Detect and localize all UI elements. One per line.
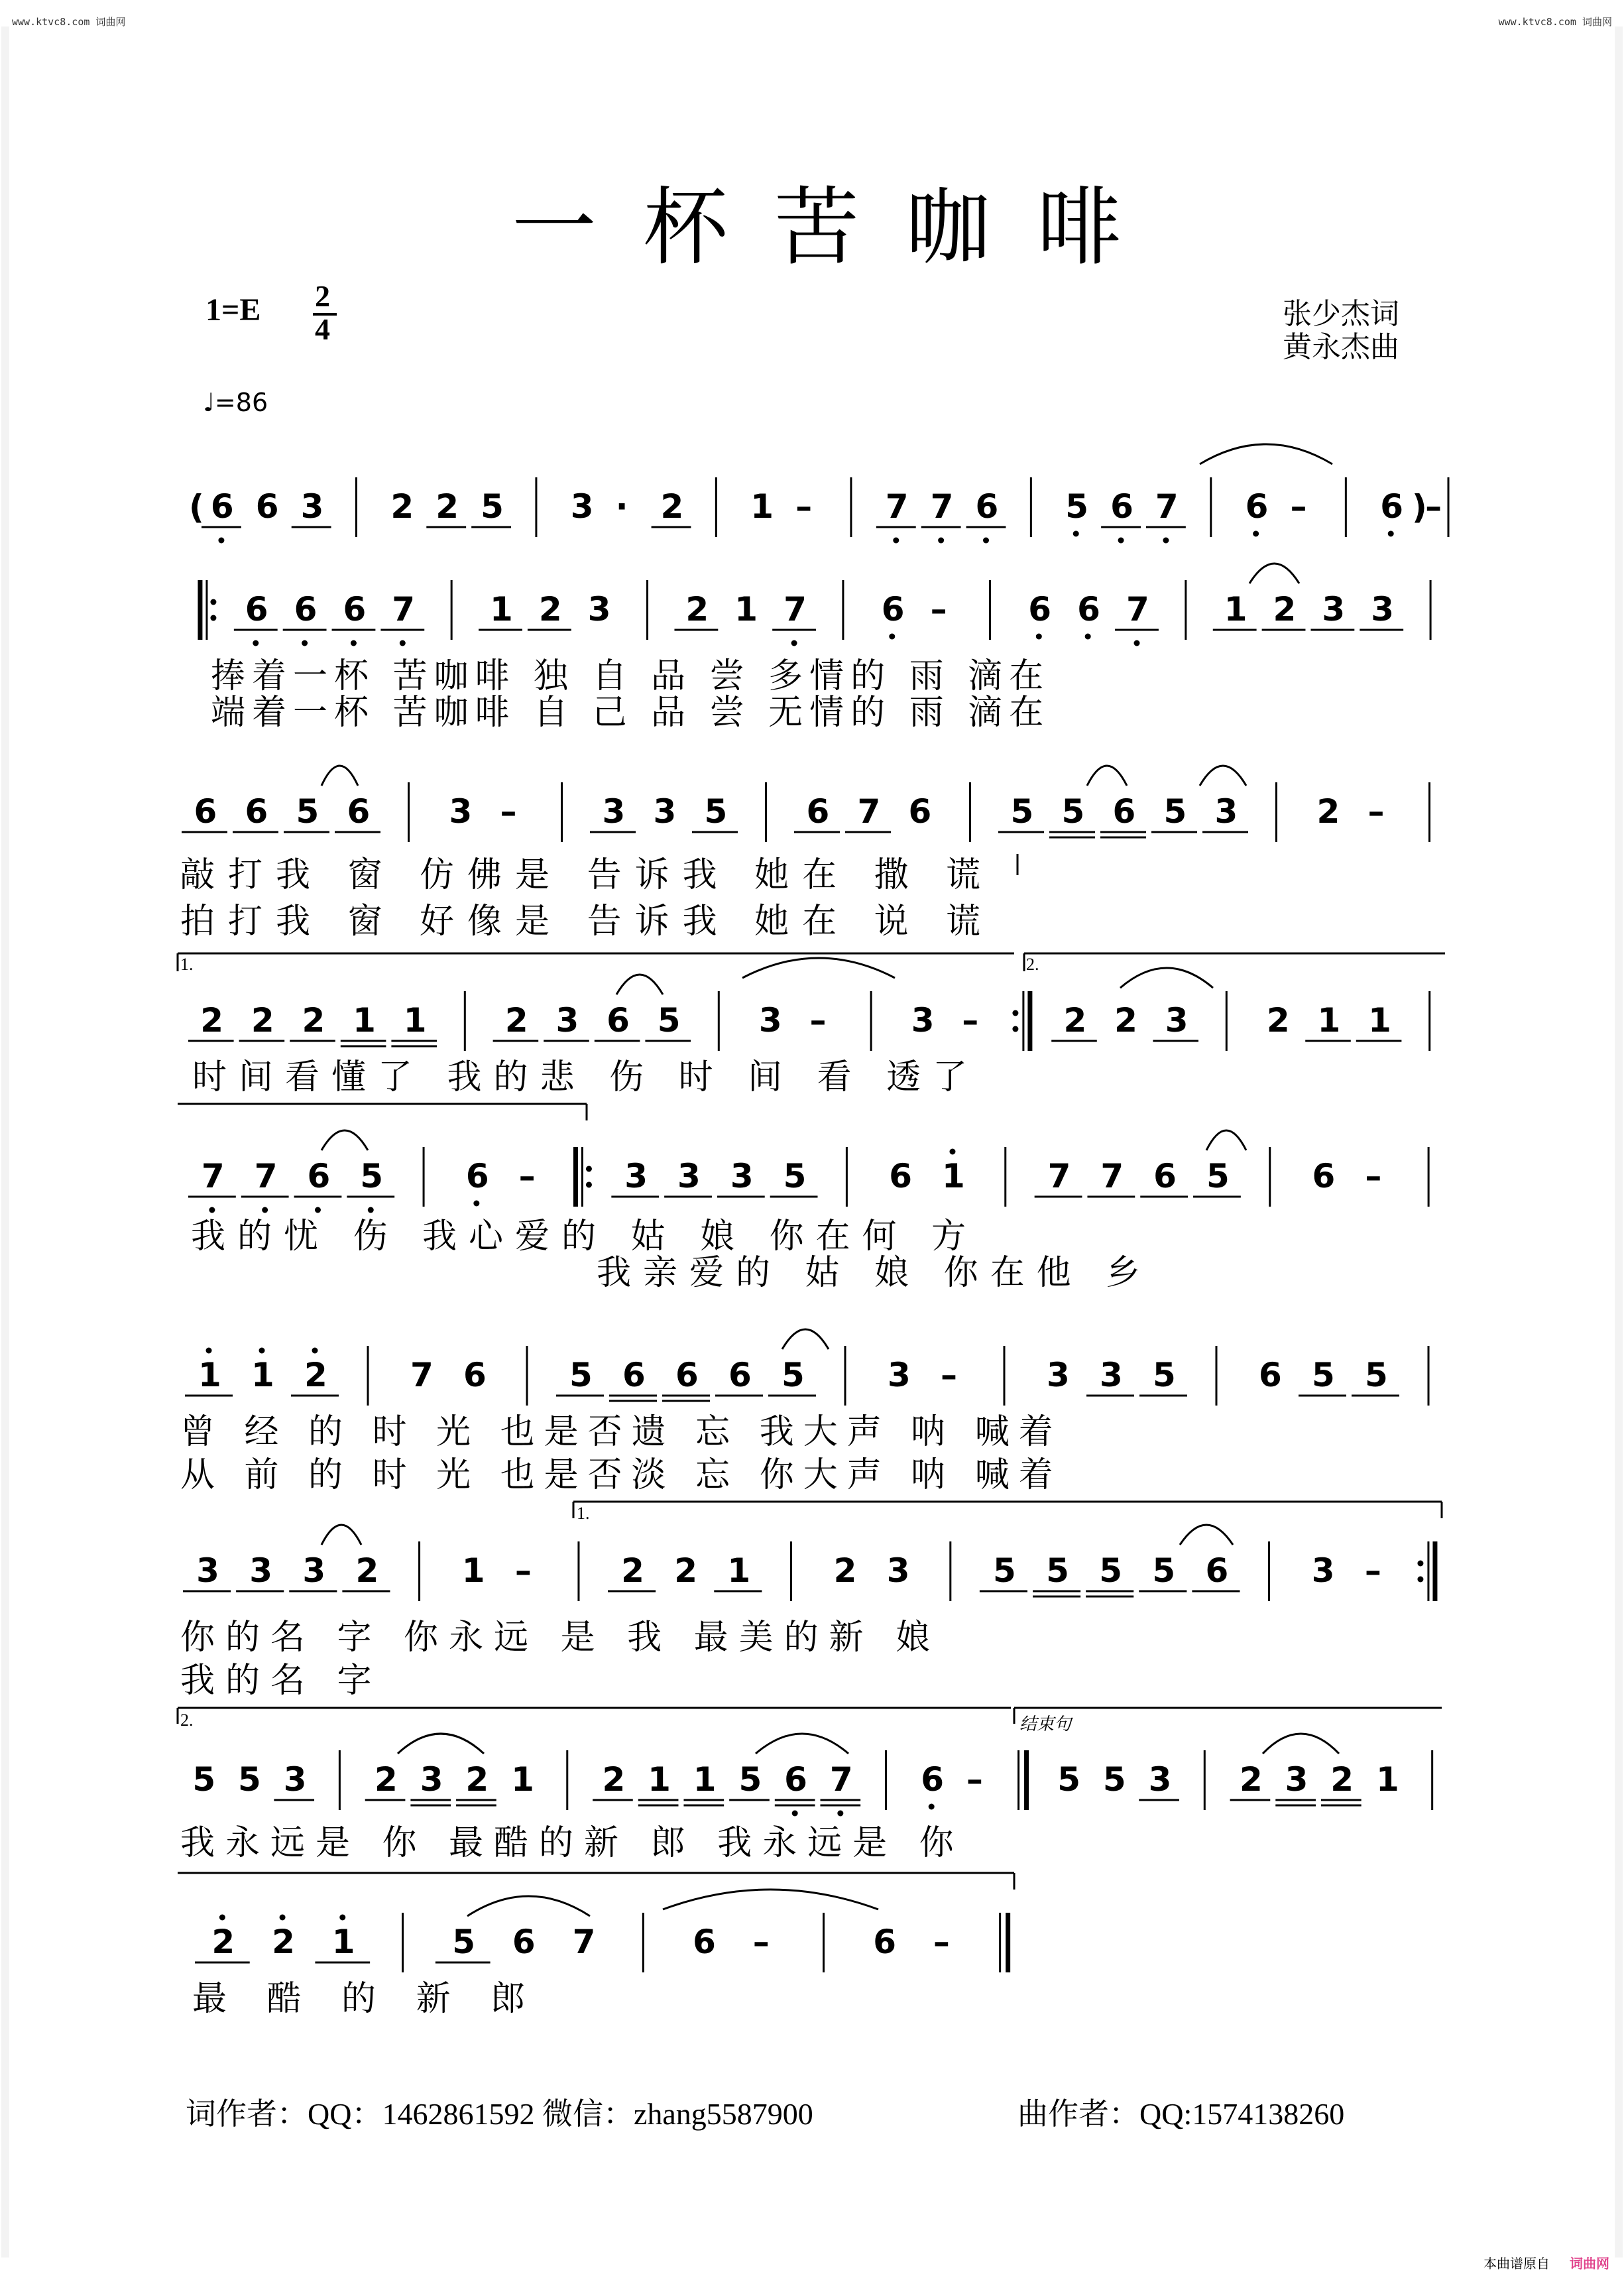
jianpu-note: 7 <box>254 1157 278 1195</box>
jianpu-note: 5 <box>296 792 319 831</box>
jianpu-note: 1 <box>490 590 513 629</box>
jianpu-note: – <box>933 1923 950 1961</box>
lyrics-row-5-verse-1: 我的忧 伤 我心爱的 姑 娘 你在何 方 <box>191 1217 978 1256</box>
lyrics-row-7-verse-1: 你的名 字 你永远 是 我 最美的新 娘 <box>180 1618 941 1657</box>
jianpu-note: 2 <box>251 1001 274 1040</box>
jianpu-note: 6 <box>607 1001 630 1040</box>
jianpu-note: 1 <box>251 1356 274 1394</box>
octave-dot <box>206 1348 212 1354</box>
jianpu-note: 5 <box>704 792 728 831</box>
octave-dot <box>209 1207 215 1213</box>
jianpu-note: 7 <box>1126 590 1149 629</box>
jianpu-note: 2 <box>304 1356 327 1394</box>
jianpu-note: 2 <box>435 487 459 526</box>
jianpu-note: – <box>1425 487 1442 526</box>
volta-2-row4: 2. <box>1026 955 1039 974</box>
jianpu-note: 1 <box>198 1356 221 1394</box>
jianpu-note: 6 <box>1245 487 1269 526</box>
volta-ending-label: 结束句 <box>1019 1714 1072 1734</box>
jianpu-note: 1 <box>1375 1760 1399 1799</box>
jianpu-note: 5 <box>481 487 504 526</box>
jianpu-note: 5 <box>1057 1760 1081 1799</box>
jianpu-note: 6 <box>1312 1157 1336 1195</box>
jianpu-note: – <box>1290 487 1307 526</box>
jianpu-note: 3 <box>1100 1356 1123 1394</box>
jianpu-note: 6 <box>307 1157 331 1195</box>
jianpu-note: 6 <box>465 1157 489 1195</box>
jianpu-note: 3 <box>758 1001 782 1040</box>
jianpu-note: 6 <box>343 590 367 629</box>
header-site-left[interactable]: www.ktvc8.com 词曲网 <box>12 16 126 28</box>
octave-dot <box>983 538 989 544</box>
jianpu-note: – <box>795 487 813 526</box>
jianpu-note: – <box>518 1157 536 1195</box>
octave-dot <box>1388 531 1394 537</box>
octave-dot <box>1012 1010 1018 1016</box>
lyrics-row-2-verse-1: 捧着一杯 苦咖啡 独 自 品 尝 多情的 雨 滴在 <box>211 656 1051 696</box>
octave-dot <box>312 1348 318 1354</box>
jianpu-note: 6 <box>347 792 371 831</box>
octave-dot <box>1118 538 1124 544</box>
jianpu-note: 6 <box>1153 1157 1177 1195</box>
octave-dot <box>280 1915 286 1921</box>
jianpu-note: 2 <box>302 1001 325 1040</box>
jianpu-note: 3 <box>602 792 626 831</box>
jianpu-note: 5 <box>569 1356 593 1394</box>
jianpu-note: 3 <box>886 1551 910 1590</box>
lyrics-row-4-verse-1: 时间看懂了 我的悲 伤 时 间 看 透了 <box>192 1057 980 1097</box>
jianpu-note: 2 <box>465 1760 489 1799</box>
jianpu-note: – <box>966 1760 983 1799</box>
jianpu-note: 1 <box>331 1923 355 1961</box>
jianpu-note: 2 <box>660 487 684 526</box>
octave-dot <box>1036 634 1042 640</box>
jianpu-note: 5 <box>1061 792 1085 831</box>
lyrics-row-3-verse-2: 拍打我 窗 好像是 告诉我 她在 说 谎 <box>180 902 994 941</box>
jianpu-note: 3 <box>624 1157 648 1195</box>
jianpu-note: 5 <box>452 1923 475 1961</box>
jianpu-note: 6 <box>908 792 932 831</box>
jianpu-note: 5 <box>1365 1356 1388 1394</box>
slur <box>1120 968 1213 988</box>
jianpu-note: 6 <box>210 487 234 526</box>
jianpu-note: 3 <box>1311 1551 1335 1590</box>
jianpu-note: 3 <box>420 1760 443 1799</box>
time-signature-top: 2 <box>315 279 330 313</box>
jianpu-note: – <box>1365 1157 1382 1195</box>
slur <box>1263 1734 1339 1754</box>
jianpu-note: 2 <box>504 1001 528 1040</box>
jianpu-note: 1 <box>648 1760 671 1799</box>
octave-dot <box>586 1166 592 1172</box>
jianpu-note: 2 <box>685 590 709 629</box>
jianpu-note: 6 <box>463 1356 487 1394</box>
octave-dot <box>351 640 357 646</box>
octave-dot <box>1073 531 1079 537</box>
jianpu-note: 1 <box>727 1551 751 1590</box>
intro-close-paren: ) <box>1412 488 1427 526</box>
slur <box>1206 1130 1246 1150</box>
jianpu-note: 6 <box>728 1356 752 1394</box>
octave-dot <box>218 538 224 544</box>
jianpu-note: 6 <box>975 487 999 526</box>
tie <box>742 958 895 978</box>
octave-dot <box>219 1915 225 1921</box>
jianpu-note: 1 <box>941 1157 965 1195</box>
jianpu-note: 3 <box>449 792 473 831</box>
octave-dot <box>949 1149 955 1155</box>
lyrics-row-8-verse-1: 我永远是 你 最酷的新 郎 我永远是 你 <box>180 1823 964 1863</box>
jianpu-note: 6 <box>1028 590 1052 629</box>
octave-dot <box>586 1182 592 1188</box>
jianpu-note: 3 <box>1371 590 1395 629</box>
jianpu-note: 3 <box>587 590 611 629</box>
jianpu-note: 1 <box>1368 1001 1391 1040</box>
jianpu-note: 6 <box>889 1157 912 1195</box>
octave-dot <box>210 599 216 605</box>
jianpu-note: 5 <box>192 1760 216 1799</box>
octave-dot <box>938 538 944 544</box>
jianpu-note: – <box>1367 792 1385 831</box>
jianpu-note: 6 <box>194 792 217 831</box>
jianpu-note: 2 <box>1273 590 1297 629</box>
lyrics-row-6-verse-1: 曾 经 的 时 光 也是否遗 忘 我大声 呐 喊着 <box>180 1412 1063 1452</box>
jianpu-note: 3 <box>1322 590 1346 629</box>
jianpu-note: – <box>752 1923 770 1961</box>
jianpu-note: 1 <box>750 487 774 526</box>
jianpu-note: – <box>514 1551 532 1590</box>
octave-dot <box>1417 1577 1423 1583</box>
jianpu-note: 2 <box>1266 1001 1290 1040</box>
slur <box>321 766 358 786</box>
octave-dot <box>1085 634 1091 640</box>
jianpu-note: 7 <box>930 487 954 526</box>
jianpu-note: 5 <box>238 1760 261 1799</box>
jianpu-note: 5 <box>1206 1157 1230 1195</box>
slur <box>1180 1525 1233 1545</box>
jianpu-note: 5 <box>1099 1551 1122 1590</box>
jianpu-note: 2 <box>211 1923 235 1961</box>
octave-dot <box>339 1915 345 1921</box>
jianpu-note: 1 <box>353 1001 376 1040</box>
slur <box>1087 766 1127 786</box>
jianpu-note: 2 <box>1330 1760 1354 1799</box>
jianpu-note: – <box>930 590 947 629</box>
volta-1-row4: 1. <box>180 955 194 974</box>
intro-open-paren: ( <box>189 488 204 526</box>
octave-dot <box>210 615 216 621</box>
jianpu-note: 6 <box>245 792 268 831</box>
jianpu-note: 3 <box>1165 1001 1189 1040</box>
jianpu-note: – <box>941 1356 957 1394</box>
jianpu-note: 2 <box>1316 792 1340 831</box>
site-stamp: 词曲网 <box>1570 2255 1609 2271</box>
octave-dot <box>1417 1561 1423 1567</box>
slur <box>616 975 663 994</box>
jianpu-note: 5 <box>1152 1551 1176 1590</box>
composer-credit: 黄永杰曲 <box>1283 330 1399 364</box>
lyrics-row-5-verse-2: 我亲爱的 姑 娘 你在他 乡 <box>597 1253 1153 1293</box>
jianpu-note: 1 <box>693 1760 717 1799</box>
jianpu-note: 2 <box>375 1760 398 1799</box>
jianpu-note: 2 <box>1239 1760 1263 1799</box>
octave-dot <box>473 1201 479 1207</box>
slur <box>321 1525 361 1545</box>
jianpu-note: – <box>500 792 517 831</box>
jianpu-note: – <box>962 1001 979 1040</box>
time-signature-bottom: 4 <box>315 312 330 346</box>
octave-dot <box>791 640 797 646</box>
jianpu-note: 6 <box>1205 1551 1229 1590</box>
jianpu-note: – <box>1364 1551 1381 1590</box>
jianpu-note: 3 <box>1148 1760 1172 1799</box>
jianpu-note: 3 <box>283 1760 307 1799</box>
jianpu-note: 3 <box>555 1001 579 1040</box>
octave-dot <box>1253 531 1259 537</box>
jianpu-note: 1 <box>511 1760 534 1799</box>
octave-dot <box>792 1811 798 1817</box>
jianpu-note: 6 <box>675 1356 699 1394</box>
slur <box>782 1329 829 1349</box>
jianpu-note: 3 <box>730 1157 754 1195</box>
lyrics-row-2-verse-2: 端着一杯 苦咖啡 自 己 品 尝 无情的 雨 滴在 <box>211 693 1051 733</box>
jianpu-note: 7 <box>857 792 881 831</box>
jianpu-note: 1 <box>461 1551 485 1590</box>
volta-2-row8: 2. <box>180 1711 194 1730</box>
jianpu-note: 6 <box>245 590 268 629</box>
jianpu-note: 2 <box>390 487 414 526</box>
slur <box>756 1734 848 1754</box>
jianpu-note: 3 <box>888 1356 911 1394</box>
lyrics-row-6-verse-2: 从 前 的 时 光 也是否淡 忘 你大声 呐 喊着 <box>180 1455 1063 1495</box>
lyrics-row-7-verse-2: 我的名 字 <box>180 1661 382 1701</box>
tie <box>1200 444 1332 464</box>
jianpu-note: 7 <box>1100 1157 1124 1195</box>
jianpu-note: 3 <box>249 1551 272 1590</box>
octave-dot <box>837 1811 843 1817</box>
jianpu-note: 6 <box>881 590 905 629</box>
jianpu-note: 1 <box>403 1001 427 1040</box>
jianpu-note: 2 <box>833 1551 857 1590</box>
jianpu-note: 6 <box>1380 487 1403 526</box>
octave-dot <box>253 640 259 646</box>
jianpu-note: 2 <box>1063 1001 1087 1040</box>
octave-dot <box>302 640 308 646</box>
jianpu-note: 7 <box>1047 1157 1071 1195</box>
jianpu-note: 7 <box>885 487 909 526</box>
jianpu-note: 6 <box>1077 590 1100 629</box>
jianpu-note: 6 <box>1259 1356 1282 1394</box>
jianpu-note: 2 <box>538 590 562 629</box>
jianpu-note: 7 <box>201 1157 225 1195</box>
octave-dot <box>929 1804 935 1810</box>
header-site-right[interactable]: www.ktvc8.com 词曲网 <box>1498 16 1612 28</box>
jianpu-note: 7 <box>410 1356 434 1394</box>
jianpu-note: 5 <box>1312 1356 1335 1394</box>
jianpu-note: 5 <box>1046 1551 1069 1590</box>
jianpu-note: 7 <box>572 1923 596 1961</box>
tempo-mark: ♩=86 <box>203 388 268 417</box>
octave-dot <box>400 640 406 646</box>
jianpu-note: 5 <box>782 1356 805 1394</box>
jianpu-note: 2 <box>272 1923 295 1961</box>
jianpu-note: 6 <box>512 1923 536 1961</box>
jianpu-note: 5 <box>992 1551 1016 1590</box>
key-signature: 1=E <box>205 292 261 328</box>
jianpu-note: 7 <box>1155 487 1179 526</box>
jianpu-note: 1 <box>734 590 758 629</box>
slur <box>321 1130 368 1150</box>
jianpu-note: 3 <box>300 487 324 526</box>
jianpu-note: 1 <box>1317 1001 1341 1040</box>
jianpu-note: 5 <box>1153 1356 1176 1394</box>
song-title: 一杯苦咖啡 <box>512 178 1169 277</box>
jianpu-note: 5 <box>738 1760 762 1799</box>
jianpu-note: 5 <box>360 1157 384 1195</box>
tie <box>663 1890 878 1909</box>
jianpu-note: 6 <box>784 1760 807 1799</box>
octave-dot <box>889 634 895 640</box>
jianpu-note: 5 <box>1163 792 1187 831</box>
jianpu-note: 6 <box>921 1760 944 1799</box>
jianpu-note: 7 <box>783 590 807 629</box>
lyrics-row-3-verse-1: 敲打我 窗 仿佛是 告诉我 她在 撒 谎 <box>180 855 994 895</box>
octave-dot <box>1134 640 1140 646</box>
slur <box>1200 766 1246 786</box>
jianpu-note: 2 <box>674 1551 697 1590</box>
octave-dot <box>1163 538 1169 544</box>
jianpu-note: 3 <box>677 1157 701 1195</box>
jianpu-note: 6 <box>1110 487 1133 526</box>
octave-dot <box>262 1207 268 1213</box>
lyricist-credit: 张少杰词 <box>1283 297 1399 331</box>
jianpu-note: 6 <box>622 1356 646 1394</box>
octave-dot <box>259 1348 265 1354</box>
jianpu-note: 3 <box>653 792 677 831</box>
jianpu-note: 7 <box>829 1760 853 1799</box>
octave-dot <box>893 538 899 544</box>
jianpu-note: 3 <box>196 1551 219 1590</box>
jianpu-note: 5 <box>1102 1760 1126 1799</box>
lyricist-contact: 词作者：QQ：1462861592 微信：zhang5587900 <box>186 2097 813 2131</box>
octave-dot <box>315 1207 321 1213</box>
jianpu-note: 6 <box>806 792 830 831</box>
jianpu-note: 7 <box>392 590 416 629</box>
jianpu-note: 6 <box>255 487 279 526</box>
jianpu-note: – <box>809 1001 827 1040</box>
octave-dot <box>1012 1026 1018 1032</box>
octave-dot <box>368 1207 374 1213</box>
jianpu-note: 2 <box>355 1551 379 1590</box>
jianpu-note: 3 <box>911 1001 935 1040</box>
jianpu-note: 5 <box>657 1001 681 1040</box>
jianpu-note: 6 <box>693 1923 716 1961</box>
jianpu-note: 1 <box>1224 590 1247 629</box>
jianpu-note: 3 <box>1047 1356 1070 1394</box>
slur <box>1249 564 1299 583</box>
jianpu-note: 5 <box>783 1157 807 1195</box>
slur <box>398 1734 484 1754</box>
slur <box>467 1896 590 1916</box>
jianpu-note: 6 <box>873 1923 896 1961</box>
jianpu-note: 3 <box>1214 792 1238 831</box>
jianpu-note: 6 <box>1112 792 1136 831</box>
jianpu-note: 2 <box>1114 1001 1137 1040</box>
jianpu-note: 2 <box>200 1001 224 1040</box>
jianpu-note: 3 <box>302 1551 326 1590</box>
jianpu-note: 2 <box>621 1551 644 1590</box>
jianpu-note: 3 <box>1285 1760 1308 1799</box>
jianpu-note: 3 <box>570 487 594 526</box>
lyrics-row-9-verse-1: 最 酷 的 新 郎 <box>192 1979 540 2019</box>
composer-contact: 曲作者：QQ:1574138260 <box>1017 2097 1345 2131</box>
jianpu-note: 2 <box>602 1760 626 1799</box>
jianpu-note: 5 <box>1010 792 1034 831</box>
jianpu-note: · <box>615 487 628 526</box>
jianpu-note: 5 <box>1065 487 1088 526</box>
source-stamp: 本曲谱原自 <box>1483 2255 1550 2271</box>
jianpu-note: 6 <box>294 590 318 629</box>
volta-1-row7: 1. <box>577 1504 590 1523</box>
